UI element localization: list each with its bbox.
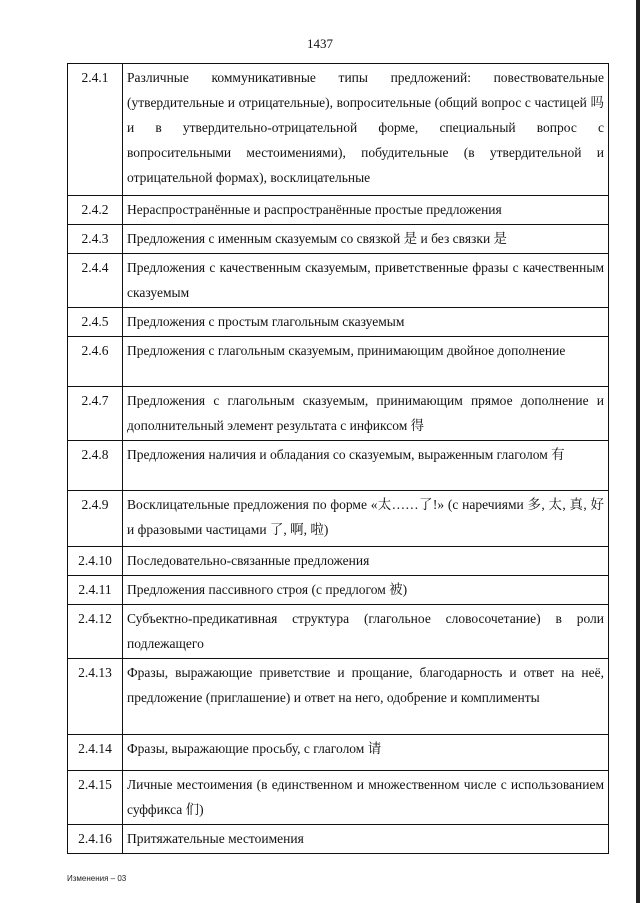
section-description: Субъектно-предикативная структура (глагольное словосочетание) в роли подлежащего xyxy=(123,605,609,659)
section-description: Фразы, выражающие приветствие и прощание, благодарность и ответ на неё, предложение (приглашение) и ответ на него, одобрение и комплименты xyxy=(123,659,609,735)
section-description: Предложения с именным сказуемым со связкой 是 и без связки 是 xyxy=(123,225,609,254)
section-description: Предложения с простым глагольным сказуемым xyxy=(123,308,609,337)
section-description: Различные коммуникативные типы предложений: повествовательные (утвердительные и отрицательные), вопросительные (общий вопрос с частицей 吗 и в утвердительно-отрицательной форме, специальный вопрос с вопросительными местоимениями), побудительные (в утвердительной и отрицательной формах), восклицательные xyxy=(123,64,609,196)
table-row xyxy=(68,771,609,825)
table-row xyxy=(68,225,609,254)
section-number: 2.4.8 xyxy=(68,441,123,491)
section-description: Предложения пассивного строя (с предлогом 被) xyxy=(123,576,609,605)
section-number: 2.4.2 xyxy=(68,196,123,225)
table-row xyxy=(68,605,609,659)
table-row xyxy=(68,659,609,735)
section-description: Нераспространённые и распространённые простые предложения xyxy=(123,196,609,225)
table-row xyxy=(68,387,609,441)
section-description: Восклицательные предложения по форме «太……了!» (с наречиями 多, 太, 真, 好 и фразовыми частицами 了, 啊, 啦) xyxy=(123,491,609,547)
page-number: 1437 xyxy=(307,36,333,51)
section-number: 2.4.15 xyxy=(68,771,123,825)
scan-edge xyxy=(636,0,640,903)
section-description: Притяжательные местоимения xyxy=(123,825,609,854)
table-row xyxy=(68,825,609,854)
table-row xyxy=(68,576,609,605)
table-row xyxy=(68,735,609,771)
section-number: 2.4.12 xyxy=(68,605,123,659)
section-number: 2.4.5 xyxy=(68,308,123,337)
table-row xyxy=(68,547,609,576)
section-number: 2.4.7 xyxy=(68,387,123,441)
table-row xyxy=(68,441,609,491)
section-number: 2.4.1 xyxy=(68,64,123,196)
syllabus-table xyxy=(67,63,609,854)
section-number: 2.4.16 xyxy=(68,825,123,854)
table-body xyxy=(68,64,609,854)
table-row xyxy=(68,491,609,547)
section-description: Предложения наличия и обладания со сказуемым, выраженным глаголом 有 xyxy=(123,441,609,491)
section-number: 2.4.11 xyxy=(68,576,123,605)
section-number: 2.4.9 xyxy=(68,491,123,547)
section-number: 2.4.13 xyxy=(68,659,123,735)
section-description: Личные местоимения (в единственном и множественном числе с использованием суффикса 们) xyxy=(123,771,609,825)
section-number: 2.4.3 xyxy=(68,225,123,254)
section-number: 2.4.10 xyxy=(68,547,123,576)
table-row xyxy=(68,254,609,308)
section-number: 2.4.14 xyxy=(68,735,123,771)
section-description: Предложения с качественным сказуемым, приветственные фразы с качественным сказуемым xyxy=(123,254,609,308)
section-description: Фразы, выражающие просьбу, с глаголом 请 xyxy=(123,735,609,771)
table-row xyxy=(68,64,609,196)
table-row xyxy=(68,308,609,337)
table-row xyxy=(68,337,609,387)
section-description: Последовательно-связанные предложения xyxy=(123,547,609,576)
footer-revision-note: Изменения – 03 xyxy=(67,874,127,883)
section-description: Предложения с глагольным сказуемым, принимающим прямое дополнение и дополнительный элемент результата с инфиксом 得 xyxy=(123,387,609,441)
section-number: 2.4.6 xyxy=(68,337,123,387)
section-number: 2.4.4 xyxy=(68,254,123,308)
table-row xyxy=(68,196,609,225)
section-description: Предложения с глагольным сказуемым, принимающим двойное дополнение xyxy=(123,337,609,387)
